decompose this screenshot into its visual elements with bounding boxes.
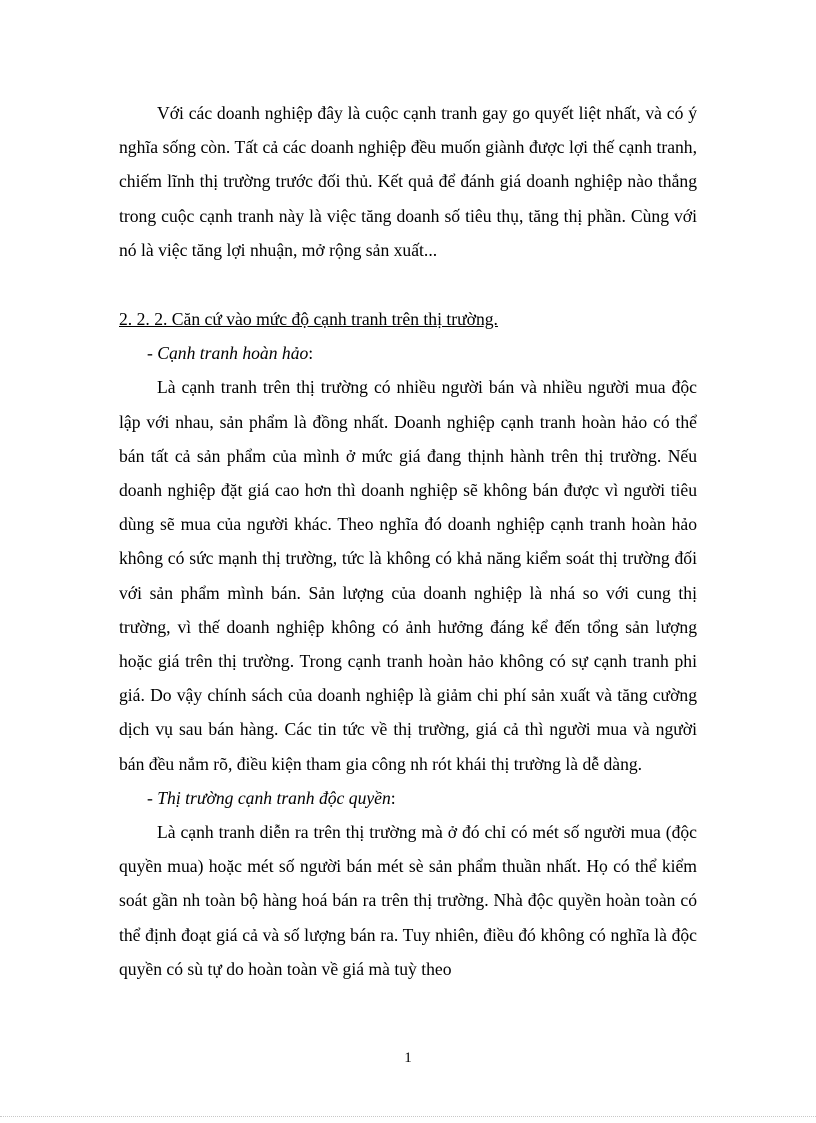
page-bottom-divider: [0, 1116, 816, 1117]
subsection-label: Thị trường cạnh tranh độc quyền: [157, 787, 391, 808]
subsection-heading-monopoly: - Thị trường cạnh tranh độc quyền:: [147, 787, 396, 808]
section-heading: 2. 2. 2. Căn cứ vào mức độ cạnh tranh trên thị trường.: [119, 309, 498, 329]
page-number: 1: [404, 1050, 412, 1066]
monopoly-paragraph: Là cạnh tranh diễn ra trên thị trường mà ở đó chỉ có mét số người mua (độc quyền mua) hoặc mét số người bán mét sè sản phẩm thuần nhất. Họ có thể kiểm soát gần nh toàn bộ hàng hoá bán ra trên thị trường. Nhà độc quyền hoàn toàn có thể định đoạt giá cả và số lượng bán ra. Tuy nhiên, điều đó không có nghĩa là độc quyền có sù tự do hoàn toàn về giá mà tuỳ theo: [119, 822, 697, 979]
subsection-label: Cạnh tranh hoàn hảo: [157, 343, 309, 364]
intro-paragraph: Với các doanh nghiệp đây là cuộc cạnh tranh gay go quyết liệt nhất, và có ý nghĩa sống còn. Tất cả các doanh nghiệp đều muốn giành được lợi thế cạnh tranh, chiếm lĩnh thị trường trước đối thủ. Kết quả để đánh giá doanh nghiệp nào thắng trong cuộc cạnh tranh này là việc tăng doanh số tiêu thụ, tăng thị phần. Cùng với nó là việc tăng lợi nhuận, mở rộng sản xuất...: [119, 103, 697, 260]
subsection-heading-perfect-competition: - Cạnh tranh hoàn hảo:: [147, 343, 314, 364]
competition-level-section: [119, 302, 697, 986]
intro-section: [119, 96, 697, 267]
perfect-competition-paragraph: Là cạnh tranh trên thị trường có nhiều người bán và nhiều người mua độc lập với nhau, sản phẩm là đồng nhất. Doanh nghiệp cạnh tranh hoàn hảo có thể bán tất cả sản phẩm của mình ở mức giá đang thịnh hành trên thị trường. Nếu doanh nghiệp đặt giá cao hơn thì doanh nghiệp sẽ không bán được vì người tiêu dùng sẽ mua của người khác. Theo nghĩa đó doanh nghiệp cạnh tranh hoàn hảo không có sức mạnh thị trường, tức là không có khả năng kiểm soát thị trường đối với sản phẩm mình bán. Sản lượng của doanh nghiệp là nhá so với cung thị trường, vì thế doanh nghiệp không có ảnh hưởng đáng kể đến tổng sản lượng hoặc giá trên thị trường. Trong cạnh tranh hoàn hảo không có sự cạnh tranh phi giá. Do vậy chính sách của doanh nghiệp là giảm chi phí sản xuất và tăng cường dịch vụ sau bán hàng. Các tin tức về thị trường, giá cả thì người mua và người bán đều nắm rõ, điều kiện tham gia công nh rót khái thị trường là dễ dàng.: [119, 377, 697, 774]
